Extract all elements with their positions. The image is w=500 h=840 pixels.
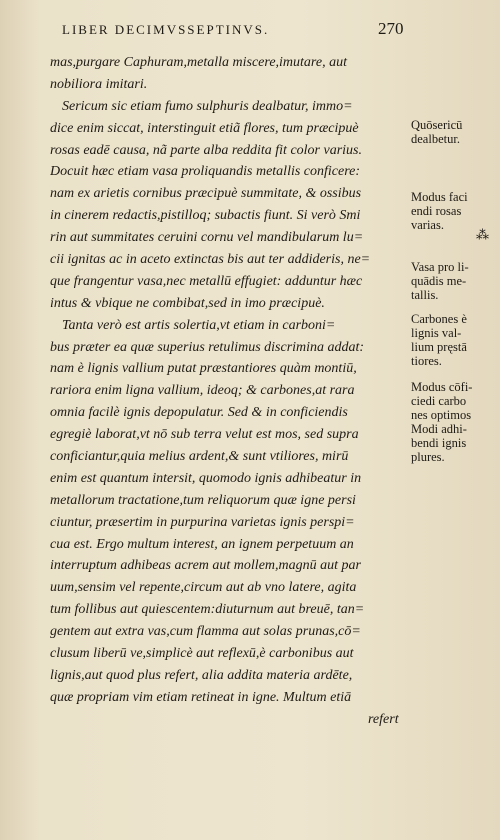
margin-note-line: tiores. xyxy=(411,354,442,368)
text-line: Sericum sic etiam fumo sulphuris dealbatur, immo= xyxy=(62,98,353,114)
text-line: que frangentur vasa,nec metallū effugiet: adduntur hæc xyxy=(50,273,363,289)
margin-note-line: endi rosas xyxy=(411,204,462,218)
text-line: metallorum tractatione,tum reliquorum quæ igne persi xyxy=(50,492,356,508)
text-line: egregiè laborat,vt nō sub terra velut est mos, sed supra xyxy=(50,427,359,443)
text-line: gentem aut extra vas,cum flamma aut solas prunas,cō= xyxy=(50,624,361,640)
margin-note xyxy=(411,380,495,422)
text-line: cii ignitas ac in aceto extinctas bis aut ter addideris, ne= xyxy=(50,252,371,268)
margin-note-line: quādis me- xyxy=(411,274,467,288)
text-line: in cinerem redactis,pistilloq; subactis fiunt. Si verò Smi xyxy=(50,208,361,224)
margin-note xyxy=(411,118,495,146)
catchword: refert xyxy=(368,711,399,727)
text-line: quæ propriam vim etiam retineat in igne. Multum etiā xyxy=(50,689,352,705)
text-line: rosas eadē causa, nã parte alba reddita fit color varius. xyxy=(50,142,362,158)
text-line: bus præter ea quæ superius retulimus discrimina addat: xyxy=(50,339,365,355)
ornament-icon: ⁂ xyxy=(476,228,489,243)
text-line: omnia facilè ignis depopulatur. Sed & in conficiendis xyxy=(50,405,348,421)
text-line: interruptum adhibeas acrem aut mollem,magnū aut par xyxy=(50,558,361,574)
text-line: mas,purgare Caphuram,metalla miscere,imutare, aut xyxy=(50,55,347,70)
text-line: tum follibus aut quiescentem:diuturnum aut breuē, tan= xyxy=(50,602,365,618)
text-line: Docuit hæc etiam vasa proliquandis metallis conficere: xyxy=(50,164,361,180)
text-line: enim est quantum intersit, quomodo ignis adhibeatur in xyxy=(50,470,362,486)
margin-note xyxy=(411,312,495,368)
margin-note-line: dealbetur. xyxy=(411,132,460,146)
text-line: uum,sensim vel repente,circum aut ab vno latere, agita xyxy=(50,580,357,596)
text-line: lignis,aut quod plus refert, alia addita materia ardēte, xyxy=(50,667,353,683)
text-line: rin aut summitates ceruini cornu vel mandibularum lu= xyxy=(50,230,364,246)
margin-note-line: tallis. xyxy=(411,288,439,302)
margin-note-line: Vasa pro li- xyxy=(411,260,469,274)
margin-note-line: lium pręstā xyxy=(411,340,467,354)
text-line: nobiliora imitari. xyxy=(50,76,148,92)
text-line: ciuntur, præsertim in purpurina varietas ignis perspi= xyxy=(50,514,355,530)
page-number: 270 xyxy=(378,19,404,38)
margin-note xyxy=(411,260,495,302)
margin-note-line: nes optimos xyxy=(411,408,472,422)
margin-note-line: bendi ignis xyxy=(411,436,467,450)
text-line: dice enim siccat, interstinguit etiã flores, tum præcipuè xyxy=(50,120,359,136)
text-line: Tanta verò est artis solertia,vt etiam in carboni= xyxy=(62,317,336,333)
text-line: cua est. Ergo multum interest, an ignem perpetuum an xyxy=(50,536,354,552)
margin-note-line: lignis val- xyxy=(411,326,462,340)
margin-note-line: Carbones è xyxy=(411,312,467,326)
text-line: rariora enim ligna vallium, ideoq; & carbones,at rara xyxy=(50,383,355,399)
margin-note-line: Quōsericū xyxy=(411,118,463,132)
margin-note-line: Modi adhi- xyxy=(411,422,467,436)
text-line: nam ex arietis cornibus præcipuè summitate, & ossibus xyxy=(50,186,362,202)
margin-note-line: Modus cōfi- xyxy=(411,380,473,394)
body-text xyxy=(50,52,415,731)
margin-note-line: ciedi carbo xyxy=(411,394,467,408)
margin-note-line: Modus faci xyxy=(411,190,468,204)
margin-note-line: plures. xyxy=(411,450,445,464)
margin-note xyxy=(411,422,495,464)
text-line: conficiantur,quia melius ardent,& sunt vtiliores, mirū xyxy=(50,449,349,465)
margin-note xyxy=(411,190,495,232)
text-line: nam è lignis vallium putat præstantiores quàm montiū, xyxy=(50,361,357,377)
text-line: intus & vbique ne combibat,sed in imo præcipuè. xyxy=(50,295,325,311)
text-line: clusum liberū ve,simplicè aut reflexū,è carbonibus aut xyxy=(50,646,354,662)
margin-note-line: varias. xyxy=(411,218,444,232)
running-title: LIBER DECIMVSSEPTINVS. xyxy=(62,22,270,37)
